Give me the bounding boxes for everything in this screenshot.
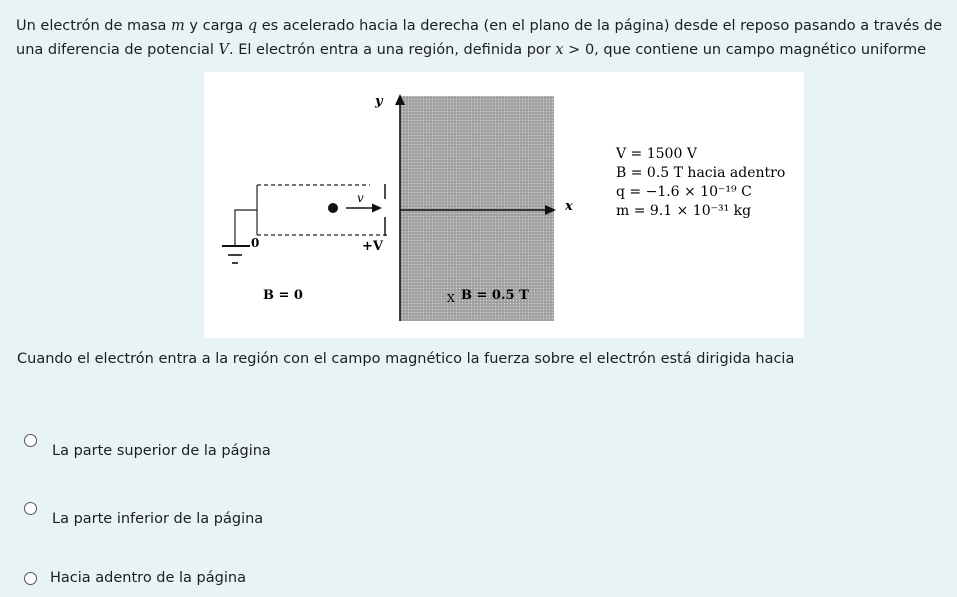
option-into-page[interactable] xyxy=(24,572,246,587)
electron xyxy=(328,203,338,213)
velocity-arrowhead xyxy=(372,204,382,213)
field-into-page-mark: X xyxy=(447,292,455,305)
param-mass: m = 9.1 × 10⁻³¹ kg xyxy=(616,203,752,219)
prompt-text: Cuando el electrón entra a la región con el campo magnético la fuerza sobre el electrón está dirigida hacia xyxy=(17,351,795,367)
ground-potential-label: 0 xyxy=(251,236,260,250)
question-part: . El electrón entra a una región, definida por xyxy=(229,42,556,58)
math-var-x: x xyxy=(555,42,564,58)
option-label: Hacia adentro de la página xyxy=(50,570,246,586)
y-axis-label: y xyxy=(375,94,383,109)
question-part: > 0, que contiene un campo magnético uniforme xyxy=(563,42,926,58)
x-axis-label: x xyxy=(565,199,573,214)
option-top-of-page[interactable] xyxy=(24,434,271,460)
question-text xyxy=(16,14,946,62)
field-label-right: B = 0.5 T xyxy=(461,288,529,303)
radio-button[interactable] xyxy=(24,502,37,515)
option-label: La parte superior de la página xyxy=(52,443,271,459)
velocity-label: v xyxy=(357,191,364,205)
radio-button[interactable] xyxy=(24,434,37,447)
ground-wire xyxy=(235,210,257,238)
param-field: B = 0.5 T hacia adentro xyxy=(616,165,786,181)
plus-v-label: +V xyxy=(362,239,383,254)
question-part: Un electrón de masa xyxy=(16,18,172,34)
physics-diagram xyxy=(204,72,804,338)
param-voltage: V = 1500 V xyxy=(616,146,697,162)
math-var-v: V xyxy=(218,42,229,58)
math-var-m: m xyxy=(171,18,185,34)
param-charge: q = −1.6 × 10⁻¹⁹ C xyxy=(616,184,752,200)
math-var-q: q xyxy=(247,18,258,34)
option-label: La parte inferior de la página xyxy=(52,511,264,527)
question-part: y carga xyxy=(184,18,248,34)
radio-button[interactable] xyxy=(24,572,37,585)
option-bottom-of-page[interactable] xyxy=(24,502,263,528)
question-part: es acelerado hacia la derecha (en el plano de la página) desde el reposo pasando a través de una diferencia de potencial xyxy=(16,18,943,58)
field-label-left: B = 0 xyxy=(263,288,303,303)
